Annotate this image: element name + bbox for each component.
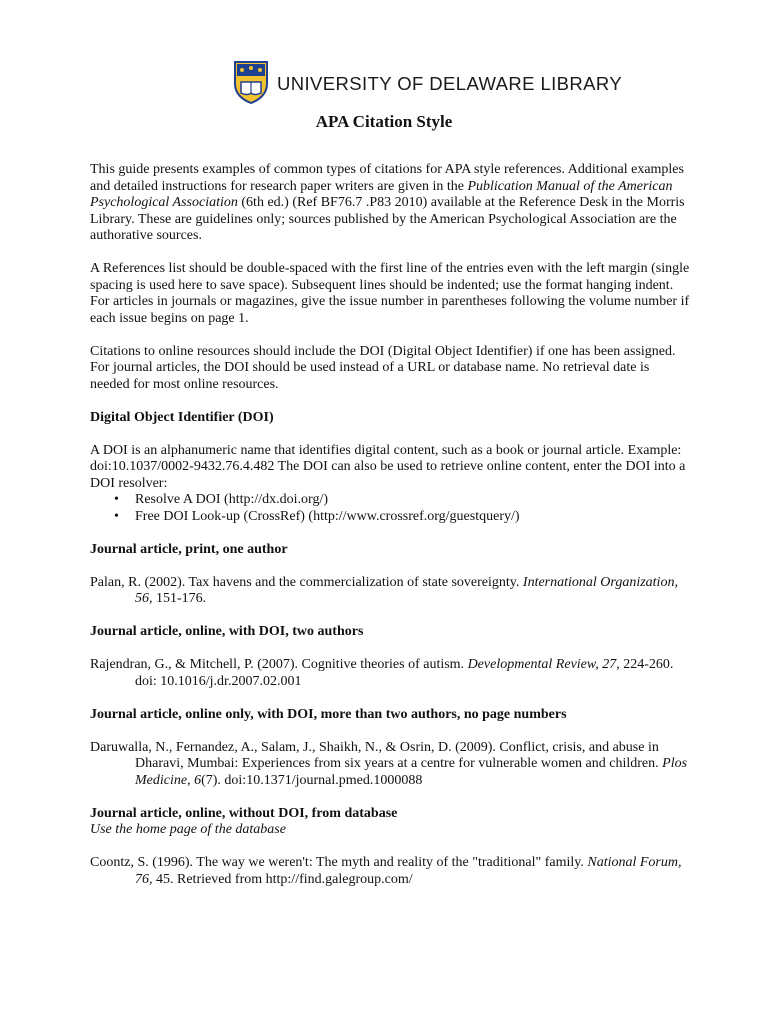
- page-title: APA Citation Style: [315, 112, 453, 131]
- reference-entry: Coontz, S. (1996). The way we weren't: The myth and reality of the "traditional" family. National Forum, 76, 45. Retrieved from http://find.galegroup.com/: [90, 855, 682, 887]
- list-item[interactable]: • Resolve A DOI (http://dx.doi.org/): [114, 492, 329, 507]
- section-heading: Journal article, print, one author: [90, 541, 288, 557]
- intro-paragraph-3: Citations to online resources should include the DOI (Digital Object Identifier) if one has been assigned. For journal articles, the DOI should be used instead of a URL or database name. No retrieval date is needed for most online resources.: [90, 343, 676, 392]
- reference-entry: Rajendran, G., & Mitchell, P. (2007). Cognitive theories of autism. Developmental Review, 27, 224-260. doi: 10.1016/j.dr.2007.02.001: [90, 657, 674, 689]
- section-heading: Journal article, online, with DOI, two authors: [90, 624, 364, 639]
- manual-title: Publication Manual of the American Psychological Association: [90, 178, 673, 210]
- list-item[interactable]: • Free DOI Look-up (CrossRef) (http://www.crossref.org/guestquery/): [114, 508, 520, 524]
- intro-paragraph-2: A References list should be double-spaced with the first line of the entries even with the left margin (single spacing is used here to save space). Subsequent lines should be indented; use the format hanging indent. For articles in journals or magazines, give the issue number in parentheses following the volume number if each issue begins on page 1.: [90, 261, 690, 326]
- section-heading: Journal article, online only, with DOI, more than two authors, no page numbers: [90, 706, 567, 722]
- section-heading: Journal article, online, without DOI, from database: [90, 805, 398, 821]
- doi-description: A DOI is an alphanumeric name that identifies digital content, such as a book or journal article. Example: doi:10.1037/0002-9432.76.4.482 The DOI can also be used to retrieve online content, enter the DOI into a DOI resolver:: [90, 442, 686, 491]
- university-seal-icon: [233, 60, 269, 104]
- reference-entry: Palan, R. (2002). Tax havens and the commercialization of state sovereignty. International Organization, 56, 151-176.: [90, 574, 678, 606]
- intro-paragraph-1: This guide presents examples of common types of citations for APA style references. Additional examples and detailed instructions for research paper writers are given in the Publication Manual of the American Psychological Association (6th ed.) (Ref BF76.7 .P83 2010) available at the Reference Desk in the Morris Library. These are guidelines only; sources published by the American Psychological Association are the authorative sources.: [90, 162, 685, 243]
- bullet-icon: •: [114, 492, 119, 507]
- bullet-icon: •: [114, 508, 119, 524]
- library-header: [233, 60, 622, 104]
- document-body: [90, 162, 690, 905]
- doi-resolver-list: [90, 492, 690, 525]
- section-subnote: Use the home page of the database: [90, 822, 286, 837]
- library-name: UNIVERSITY OF DELAWARE LIBRARY: [277, 73, 623, 94]
- reference-entry: Daruwalla, N., Fernandez, A., Salam, J., Shaikh, N., & Osrin, D. (2009). Conflict, crisis, and abuse in Dharavi, Mumbai: Experiences from six years at a centre for vulnerable women and children. Plos Medicine, 6(7). doi:10.1371/journal.pmed.1000088: [90, 739, 688, 788]
- doi-heading: Digital Object Identifier (DOI): [90, 409, 274, 425]
